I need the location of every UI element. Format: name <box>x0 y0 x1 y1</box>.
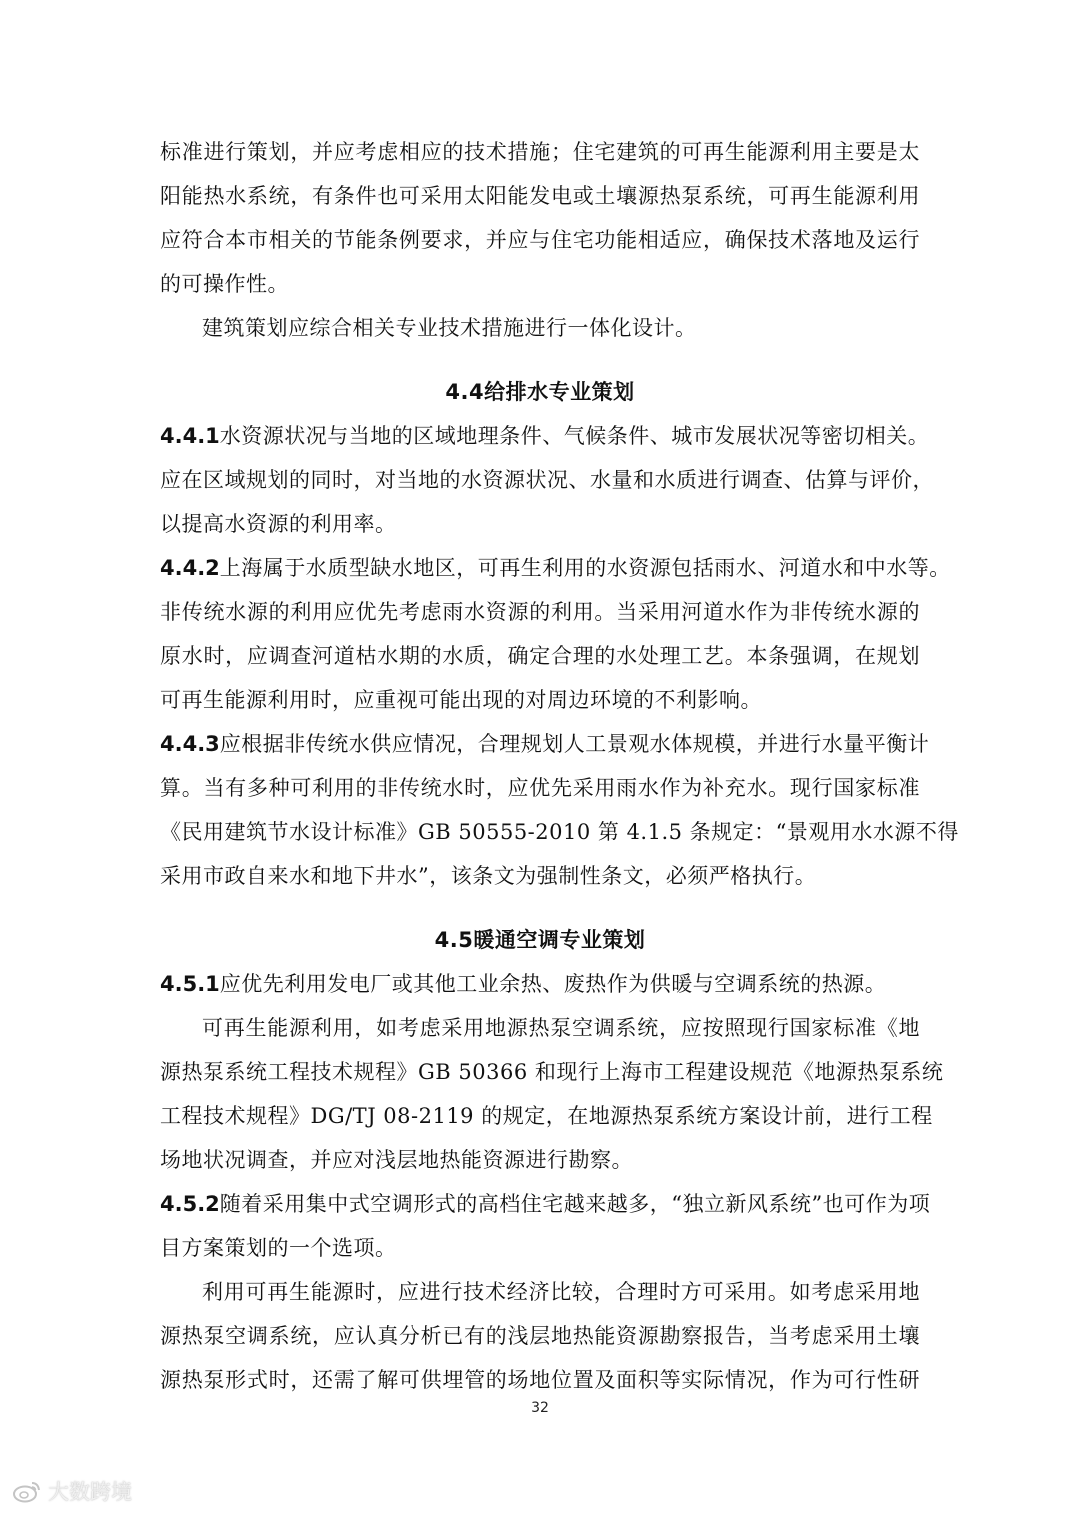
text-line: 可再生能源利用时，应重视可能出现的对周边环境的不利影响。 <box>160 688 762 712</box>
text-line: 场地状况调查，并应对浅层地热能资源进行勘察。 <box>160 1148 633 1172</box>
clause-4-4-2 <box>160 546 951 722</box>
text-line: 原水时，应调查河道枯水期的水质，确定合理的水处理工艺。本条强调，在规划 <box>160 644 920 668</box>
text-line: 算。当有多种可利用的非传统水时，应优先采用雨水作为补充水。现行国家标准 <box>160 776 920 800</box>
text-line: 可再生能源利用，如考虑采用地源热泵空调系统，应按照现行国家标准《地 <box>202 1016 920 1040</box>
clause-number: 4.5.1 <box>160 972 220 996</box>
text-line: 《民用建筑节水设计标准》GB 50555-2010 第 4.1.5 条规定：“景观用水水源不得 <box>160 820 959 844</box>
clause-4-4-3 <box>160 722 959 898</box>
paragraph-renewable-energy <box>160 130 920 306</box>
clause-first-line <box>160 962 920 1006</box>
page-content <box>160 130 959 1402</box>
clause-first-line <box>160 546 951 590</box>
text-line: 采用市政自来水和地下井水”，该条文为强制性条文，必须严格执行。 <box>160 864 817 888</box>
clause-text: 应优先利用发电厂或其他工业余热、废热作为供暖与空调系统的热源。 <box>219 972 887 996</box>
text-line: 利用可再生能源时，应进行技术经济比较，合理时方可采用。如考虑采用地 <box>202 1280 920 1304</box>
clause-first-line <box>160 722 930 766</box>
text-line: 标准进行策划，并应考虑相应的技术措施；住宅建筑的可再生能源利用主要是太 <box>160 140 920 164</box>
text-line: 的可操作性。 <box>160 272 289 296</box>
page-number: 32 <box>531 1400 549 1416</box>
section-heading-4-5: 4.5暖通空调专业策划 <box>434 928 646 952</box>
text-line: 应在区域规划的同时，对当地的水资源状况、水量和水质进行调查、估算与评价， <box>160 468 934 492</box>
clause-text: 水资源状况与当地的区域地理条件、气候条件、城市发展状况等密切相关。 <box>219 424 930 448</box>
text-line: 工程技术规程》DG/TJ 08-2119 的规定，在地源热泵系统方案设计前，进行工程 <box>160 1104 933 1128</box>
clause-number: 4.4.2 <box>160 556 220 580</box>
text-line: 目方案策划的一个选项。 <box>160 1236 397 1260</box>
text-line: 非传统水源的利用应优先考虑雨水资源的利用。当采用河道水作为非传统水源的 <box>160 600 920 624</box>
text-line: 阳能热水系统，有条件也可采用太阳能发电或土壤源热泵系统，可再生能源利用 <box>160 184 920 208</box>
weibo-logo-icon <box>12 1479 42 1503</box>
text-line: 源热泵系统工程技术规程》GB 50366 和现行上海市工程建设规范《地源热泵系统 <box>160 1060 944 1084</box>
clause-first-line <box>160 1182 931 1226</box>
section-heading-4-4: 4.4给排水专业策划 <box>445 380 635 404</box>
text-line: 应符合本市相关的节能条例要求，并应与住宅功能相适应，确保技术落地及运行 <box>160 228 920 252</box>
watermark <box>12 1476 132 1506</box>
paragraph-integrated-design: 建筑策划应综合相关专业技术措施进行一体化设计。 <box>202 316 697 340</box>
watermark-text: 大数跨境 <box>48 1480 132 1504</box>
clause-4-4-1 <box>160 414 934 546</box>
clause-4-5-1 <box>160 962 944 1182</box>
clause-number: 4.4.1 <box>160 424 220 448</box>
text-line: 以提高水资源的利用率。 <box>160 512 397 536</box>
clause-first-line <box>160 414 930 458</box>
clause-text: 上海属于水质型缺水地区，可再生利用的水资源包括雨水、河道水和中水等。 <box>219 556 951 580</box>
clause-text: 应根据非传统水供应情况，合理规划人工景观水体规模，并进行水量平衡计 <box>219 732 930 756</box>
text-line: 源热泵空调系统，应认真分析已有的浅层地热能资源勘察报告，当考虑采用土壤 <box>160 1324 920 1348</box>
text-line: 源热泵形式时，还需了解可供埋管的场地位置及面积等实际情况，作为可行性研 <box>160 1368 920 1392</box>
clause-number: 4.4.3 <box>160 732 220 756</box>
clause-text: 随着采用集中式空调形式的高档住宅越来越多，“独立新风系统”也可作为项 <box>219 1192 931 1216</box>
clause-4-5-2 <box>160 1182 931 1402</box>
clause-number: 4.5.2 <box>160 1192 220 1216</box>
